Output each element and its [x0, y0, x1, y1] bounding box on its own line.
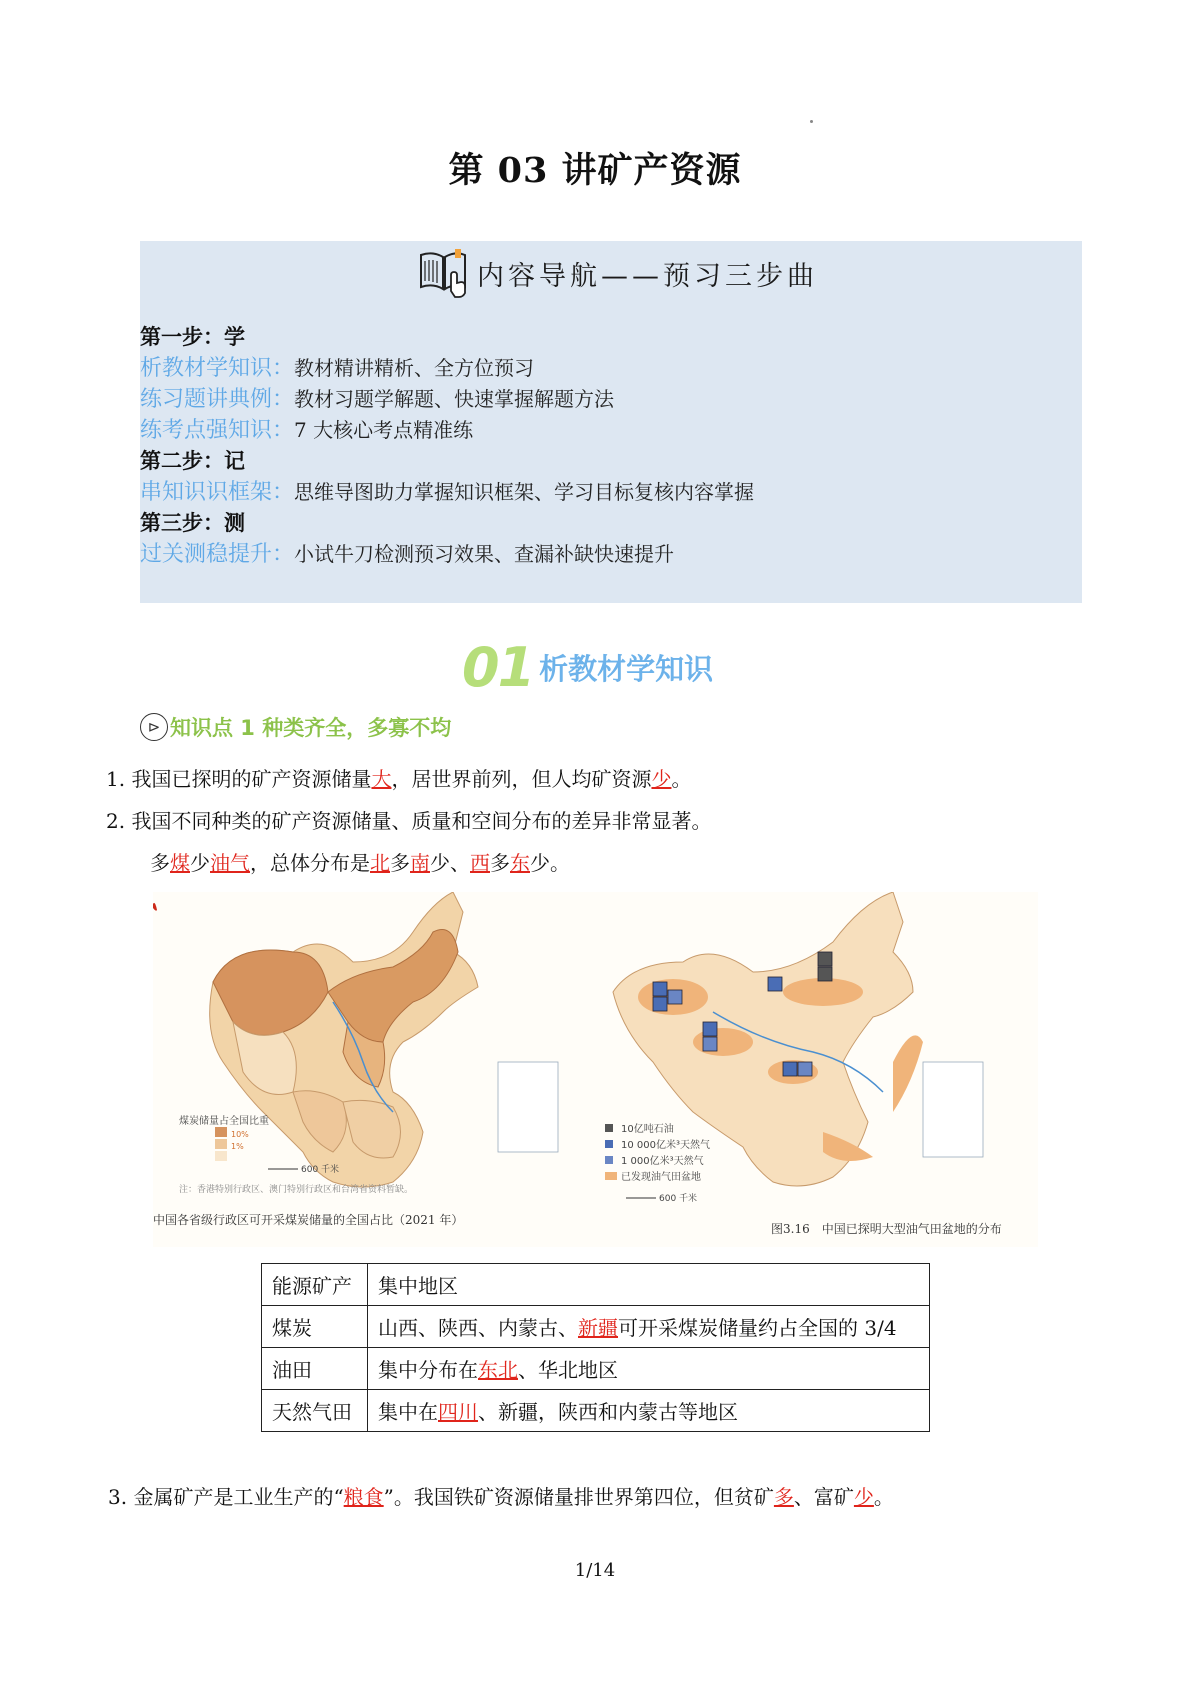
knowledge-point-title: 知识点 1 种类齐全，多寡不均 — [170, 716, 452, 740]
nav-item-label: 练习题讲典例： — [140, 387, 295, 412]
table-cell: 集中在四川、新疆，陕西和内蒙古等地区 — [368, 1390, 930, 1432]
nav-list — [140, 322, 754, 570]
nav-item-desc: 教材习题学解题、快速掌握解题方法 — [294, 387, 615, 411]
nav-item — [140, 384, 754, 415]
map-caption: 图3.16 中国已探明大型油气田盆地的分布 — [771, 1222, 1002, 1236]
paragraph-1: 1. 我国已探明的矿产资源储量大，居世界前列，但人均矿资源少。 — [106, 767, 692, 791]
map-legend-item: 10亿吨石油 — [621, 1124, 674, 1135]
oil-gas-basins-map — [593, 892, 1038, 1247]
nav-item — [140, 353, 754, 384]
step-1-heading: 第一步：学 — [140, 325, 245, 349]
answer-blank: 少 — [651, 767, 672, 791]
page-title: 第 03 讲矿产资源 — [448, 150, 742, 191]
energy-minerals-table — [261, 1263, 930, 1432]
nav-header — [415, 242, 818, 304]
answer-blank: 西 — [470, 851, 490, 875]
table-cell: 油田 — [262, 1348, 368, 1390]
paragraph-2: 2. 我国不同种类的矿产资源储量、质量和空间分布的差异非常显著。 — [106, 809, 712, 833]
answer-blank: 多 — [773, 1485, 794, 1509]
nav-item-desc: 教材精讲精析、全方位预习 — [294, 356, 535, 380]
answer-blank: 新疆 — [578, 1316, 618, 1340]
stray-dot — [810, 120, 813, 123]
table-row — [262, 1306, 930, 1348]
answer-blank: 大 — [371, 767, 392, 791]
book-pointer-icon — [415, 241, 475, 305]
table-cell: 山西、陕西、内蒙古、新疆可开采煤炭储量约占全国的 3/4 — [368, 1306, 930, 1348]
nav-item-label: 析教材学知识： — [140, 356, 295, 381]
table-row — [262, 1348, 930, 1390]
section-title: 析教材学知识 — [539, 652, 714, 686]
coal-reserves-map — [153, 892, 593, 1247]
map-legend-item: 1 000亿米³天然气 — [621, 1156, 704, 1167]
answer-blank: 东北 — [478, 1358, 518, 1382]
nav-item-label: 练考点强知识： — [140, 418, 295, 443]
step-2-heading: 第二步：记 — [140, 449, 245, 473]
answer-blank: 粮食 — [343, 1485, 384, 1509]
map-legend-item: 10 000亿米³天然气 — [621, 1140, 710, 1151]
page-number: 1/14 — [574, 1560, 616, 1581]
paragraph-4: 3. 金属矿产是工业生产的“粮食”。我国铁矿资源储量排世界第四位，但贫矿多、富矿少。 — [108, 1485, 894, 1509]
map-legend-item: 1% — [231, 1142, 244, 1151]
map-scale: 600 千米 — [301, 1165, 340, 1175]
table-cell: 天然气田 — [262, 1390, 368, 1432]
map-figures — [153, 892, 1038, 1247]
nav-item-label: 串知识识框架： — [140, 480, 295, 505]
table-header-row — [262, 1264, 930, 1306]
table-header-cell: 集中地区 — [368, 1264, 930, 1306]
answer-blank: 煤 — [170, 851, 190, 875]
answer-blank: 四川 — [438, 1400, 478, 1424]
nav-item-label: 过关测稳提升： — [140, 542, 295, 567]
table-cell: 煤炭 — [262, 1306, 368, 1348]
paragraph-3: 多煤少油气，总体分布是北多南少、西多东少。 — [150, 851, 570, 875]
play-arrow-icon: ⊳ — [140, 713, 168, 741]
answer-blank: 油气 — [210, 851, 250, 875]
answer-blank: 东 — [510, 851, 530, 875]
step-3-heading: 第三步：测 — [140, 511, 245, 535]
table-cell: 集中分布在东北、华北地区 — [368, 1348, 930, 1390]
table-header-cell: 能源矿产 — [262, 1264, 368, 1306]
table-row — [262, 1390, 930, 1432]
knowledge-point-heading — [140, 712, 451, 742]
answer-blank: 少 — [853, 1485, 874, 1509]
section-heading — [462, 632, 714, 699]
nav-item-desc: 思维导图助力掌握知识框架、学习目标复核内容掌握 — [294, 480, 755, 504]
nav-item-desc: 7 大核心考点精准练 — [294, 418, 474, 442]
nav-item — [140, 415, 754, 446]
map-caption: 中国各省级行政区可开采煤炭储量的全国占比（2021 年） — [153, 1213, 464, 1227]
nav-title: 内容导航——预习三步曲 — [477, 260, 818, 292]
map-note: 注：香港特别行政区、澳门特别行政区和台湾省资料暂缺。 — [179, 1185, 414, 1195]
answer-blank: 南 — [410, 851, 430, 875]
map-scale: 600 千米 — [659, 1194, 698, 1204]
map-legend-item: 10% — [231, 1130, 249, 1139]
nav-item — [140, 477, 754, 508]
map-legend-title: 煤炭储量占全国比重 — [179, 1116, 269, 1127]
nav-item-desc: 小试牛刀检测预习效果、查漏补缺快速提升 — [294, 542, 675, 566]
section-number: 01 — [462, 636, 534, 699]
answer-blank: 北 — [370, 851, 390, 875]
map-legend-item: 已发现油气田盆地 — [621, 1172, 701, 1183]
nav-item — [140, 539, 754, 570]
